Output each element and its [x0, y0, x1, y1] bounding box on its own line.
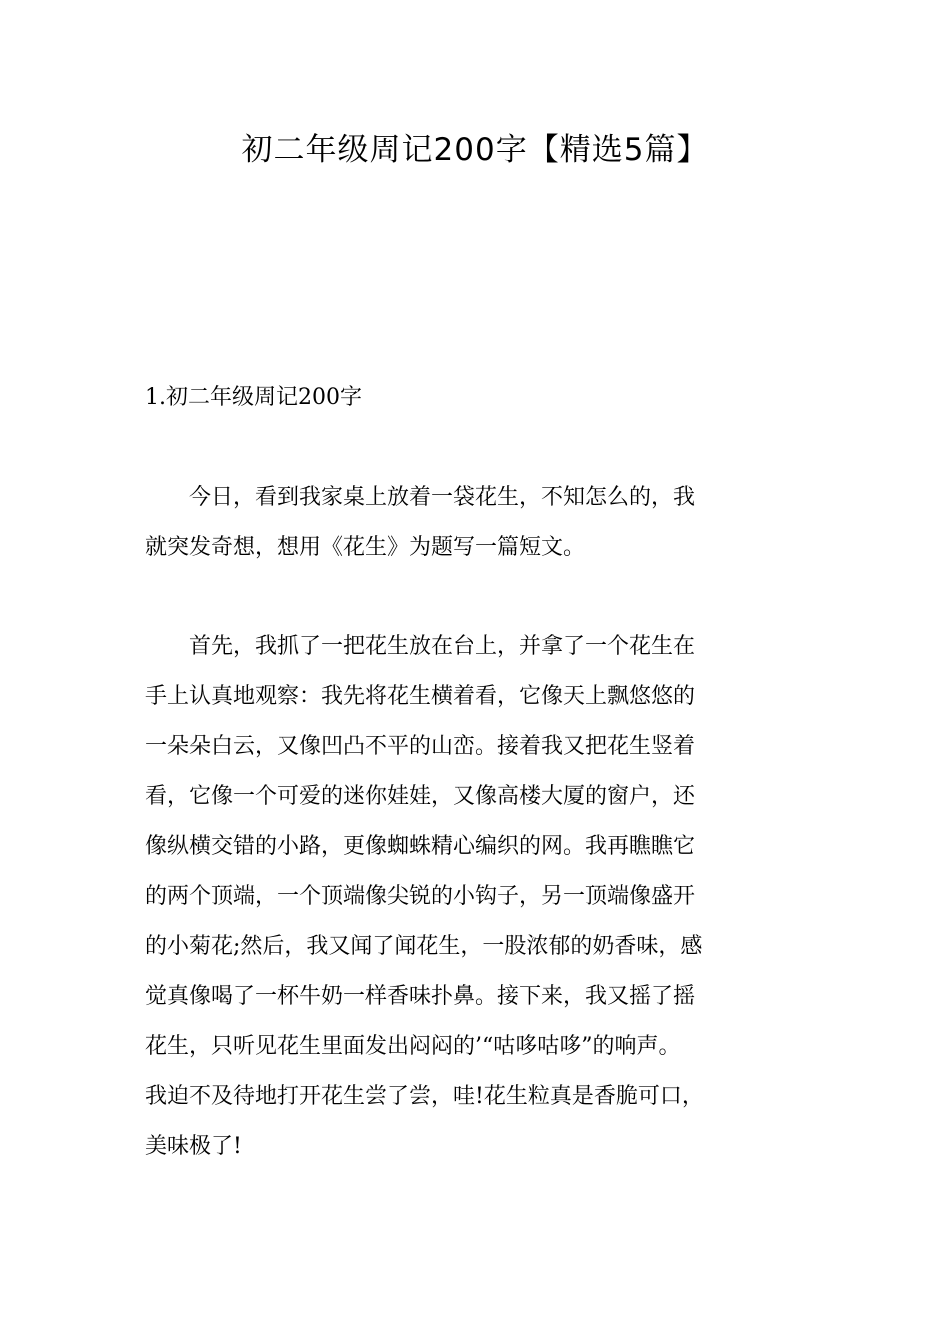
paragraph-line: 像纵横交错的小路，更像蜘蛛精心编织的网。我再瞧瞧它: [145, 834, 696, 859]
paragraph-line: 今日，看到我家桌上放着一袋花生，不知怎么的，我: [189, 485, 696, 510]
paragraph-line: 一朵朵白云，又像凹凸不平的山峦。接着我又把花生竖着: [145, 734, 696, 759]
paragraph-line: 首先，我抓了一把花生放在台上，并拿了一个花生在: [189, 634, 696, 659]
paragraph-line: 手上认真地观察：我先将花生横着看，它像天上飘悠悠的: [145, 684, 696, 709]
paragraph-line: 美味极了!: [145, 1134, 242, 1159]
paragraph-line: 我迫不及待地打开花生尝了尝，哇!花生粒真是香脆可口，: [145, 1084, 704, 1109]
paragraph-1: [145, 473, 825, 573]
paragraph-2: [145, 622, 825, 1172]
paragraph-line: 就突发奇想，想用《花生》为题写一篇短文。: [145, 535, 586, 560]
paragraph-line: 觉真像喝了一杯牛奶一样香味扑鼻。接下来，我又摇了摇: [145, 984, 696, 1009]
document-title: 初二年级周记200字【精选5篇】: [241, 132, 709, 168]
paragraph-line: 花生，只听见花生里面发出闷闷的’“咕哆咕哆”的响声。: [145, 1034, 681, 1059]
paragraph-line: 看，它像一个可爱的迷你娃娃，又像高楼大厦的窗户，还: [145, 784, 696, 809]
section-heading: 1.初二年级周记200字: [145, 385, 362, 410]
paragraph-line: 的小菊花;然后，我又闻了闻花生，一股浓郁的奶香味，感: [145, 934, 703, 959]
paragraph-line: 的两个顶端，一个顶端像尖锐的小钩子，另一顶端像盛开: [145, 884, 696, 909]
